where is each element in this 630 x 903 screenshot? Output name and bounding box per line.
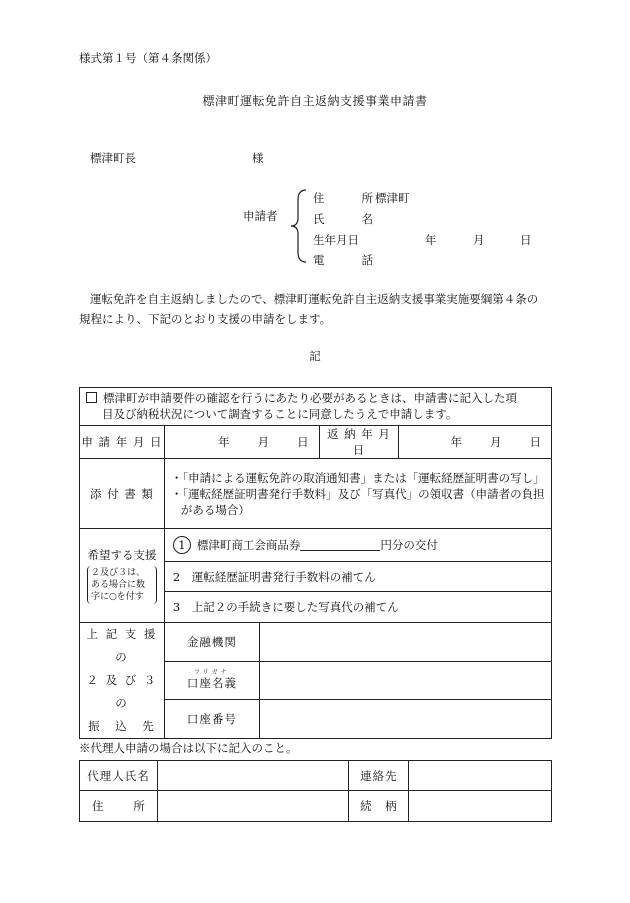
account-number-field[interactable]: [259, 700, 551, 739]
return-day-unit: 日: [529, 435, 541, 449]
document-title: 標津町運転免許自主返納支援事業申請書: [202, 94, 428, 108]
return-date-field[interactable]: [399, 426, 552, 459]
option-number-1: 1: [173, 536, 191, 554]
proxy-address-field[interactable]: [157, 791, 349, 822]
transfer-label: 上 記 支 援 の ２ 及 び ３ の 振 込 先: [80, 623, 165, 739]
apply-date-label: 申 請 年 月 日: [80, 426, 165, 459]
birth-year-unit: 年: [425, 233, 437, 247]
proxy-contact-label: 連絡先: [349, 761, 409, 791]
bank-field[interactable]: [259, 623, 551, 662]
option-number-3: 3: [172, 600, 181, 614]
attachments-list: [164, 459, 551, 529]
return-month-unit: 月: [490, 435, 502, 449]
proxy-name-label: 代理人氏名: [80, 761, 158, 791]
apply-day-unit: 日: [297, 435, 309, 449]
honorific: 様: [252, 151, 264, 165]
proxy-note: ※代理人申請の場合は以下に記入のこと。: [79, 741, 298, 755]
intro-text: 運転免許を自主返納しましたので、標津町運転免許自主返納支援事業実施要綱第４条の規程により、下記のとおり支援の申請をします。: [79, 292, 539, 326]
option-1-suffix: 円分の交付: [380, 538, 438, 552]
furigana-label: フリガナ: [193, 668, 230, 676]
birthdate-label: 生年月日: [313, 233, 359, 247]
account-name-field[interactable]: [259, 661, 551, 700]
proxy-table: [79, 760, 552, 822]
support-note: ２及び３は、ある場合に数字に○を付す: [87, 566, 157, 604]
proxy-address-label: 住 所: [80, 791, 158, 822]
addressee: 標津町長: [90, 151, 136, 165]
support-label-cell: [80, 529, 165, 623]
account-name-label: フリガナ 口座名義: [164, 661, 259, 700]
apply-year-unit: 年: [218, 435, 230, 449]
bank-label: 金融機関: [164, 623, 259, 662]
proxy-name-field[interactable]: [157, 761, 349, 791]
proxy-contact-field[interactable]: [409, 761, 552, 791]
return-year-unit: 年: [450, 435, 462, 449]
applicant-label: 申請者: [243, 209, 278, 223]
proxy-relation-field[interactable]: [409, 791, 552, 822]
attachments-label: 添 付 書 類: [80, 459, 165, 529]
apply-month-unit: 月: [257, 435, 270, 449]
attachment-item: ・「運転経歴証明書発行手数料」及び「写真代」の領収書（申請者の負担がある場合）: [170, 486, 545, 517]
option-number-2: 2: [172, 569, 181, 584]
option-1-text: 標津町商工会商品券: [196, 538, 301, 552]
consent-checkbox[interactable]: [86, 392, 97, 403]
applicant-brace: [288, 188, 310, 264]
name-field-label: 氏 名: [313, 212, 373, 226]
address-field-label: 住 所: [313, 191, 373, 205]
form-number: 様式第１号（第４条関係）: [79, 51, 217, 65]
account-number-label: 口座番号: [164, 700, 259, 739]
consent-cell: [80, 388, 552, 426]
consent-text-1: 標津町が申請要件の確認を行うにあたり必要があるときは、申請書に記入した項: [103, 391, 517, 405]
phone-field-label: 電 話: [313, 253, 373, 267]
consent-text-2: 目及び納税状況について調査することに同意したうえで申請します。: [102, 407, 458, 421]
support-option-2[interactable]: [164, 562, 551, 592]
birth-month-unit: 月: [473, 233, 485, 247]
option-2-text: 運転経歴証明書発行手数料の補てん: [191, 569, 376, 584]
ki-heading: 記: [309, 349, 321, 363]
proxy-relation-label: 続 柄: [349, 791, 409, 822]
support-option-3[interactable]: [164, 592, 551, 623]
apply-date-field[interactable]: [164, 426, 319, 459]
support-option-1[interactable]: [164, 529, 551, 562]
address-value[interactable]: 標津町: [375, 191, 410, 205]
application-table: [79, 387, 552, 739]
voucher-amount-field[interactable]: [300, 538, 380, 551]
birth-day-unit: 日: [520, 233, 532, 247]
option-3-text: 上記２の手続きに要した写真代の補てん: [191, 600, 399, 614]
attachment-item: ・「申請による運転免許の取消通知書」または「運転経歴証明書の写し」: [170, 470, 545, 485]
return-date-label: 返 納 年 月 日: [319, 426, 399, 459]
support-label: 希望する支援: [87, 548, 157, 562]
